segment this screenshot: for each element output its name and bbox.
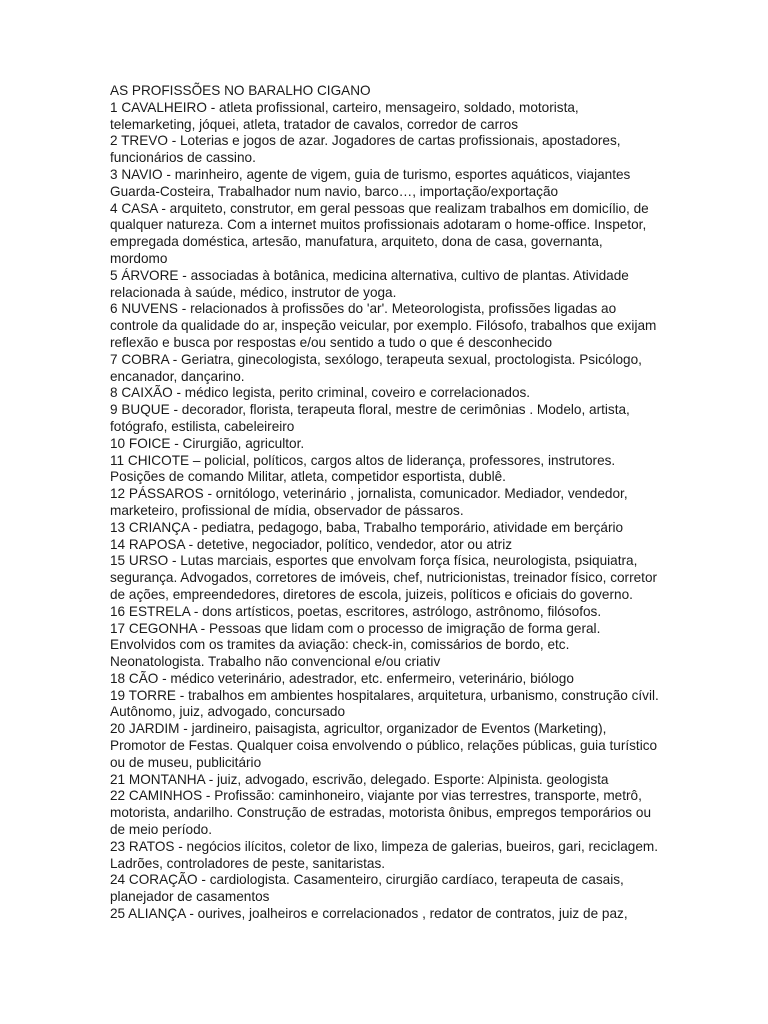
text-line: fotógrafo, estilista, cabeleireiro [110, 418, 295, 434]
text-line: 1 CAVALHEIRO - atleta profissional, carteiro, mensageiro, soldado, motorista, [110, 99, 579, 115]
text-line: de meio período. [110, 822, 213, 838]
text-line: Promotor de Festas. Qualquer coisa envolvendo o público, relações públicas, guia turístico [110, 738, 658, 754]
text-line: 14 RAPOSA - detetive, negociador, político, vendedor, ator ou atriz [110, 536, 513, 552]
text-line: 11 CHICOTE – policial, políticos, cargos altos de liderança, professores, instrutores. [110, 452, 616, 468]
text-line: 23 RATOS - negócios ilícitos, coletor de lixo, limpeza de galerias, bueiros, gari, reciclagem. [110, 838, 659, 854]
text-line: Guarda-Costeira, Trabalhador num navio, barco…, importação/exportação [110, 183, 559, 199]
text-line: 18 CÃO - médico veterinário, adestrador, etc. enfermeiro, veterinário, biólogo [110, 670, 574, 686]
text-line: qualquer natureza. Com a internet muitos profissionais adotaram o home-office. Inspetor, [110, 217, 647, 233]
document-title: AS PROFISSÕES NO BARALHO CIGANO [110, 83, 371, 98]
text-line: marketeiro, profissional de mídia, observador de pássaros. [110, 502, 464, 518]
text-line: controle da qualidade do ar, inspeção veicular, por exemplo. Filósofo, trabalhos que exijam [110, 318, 657, 334]
text-line: Autônomo, juiz, advogado, concursado [110, 704, 346, 720]
text-line: 21 MONTANHA - juiz, advogado, escrivão, delegado. Esporte: Alpinista. geologista [110, 771, 609, 787]
text-line: telemarketing, jóquei, atleta, tratador de cavalos, corredor de carros [110, 116, 519, 132]
text-line: ou de museu, publicitário [110, 754, 262, 770]
text-line: 16 ESTRELA - dons artísticos, poetas, escritores, astrólogo, astrônomo, filósofos. [110, 603, 602, 619]
text-line: 5 ÁRVORE - associadas à botânica, medicina alternativa, cultivo de plantas. Atividade [110, 267, 629, 283]
text-line: funcionários de cassino. [110, 150, 256, 166]
text-line: planejador de casamentos [110, 889, 270, 905]
text-line: 10 FOICE - Cirurgião, agricultor. [110, 435, 305, 451]
text-line: Neonatologista. Trabalho não convencional e/ou criativ [110, 654, 441, 670]
text-line: 4 CASA - arquiteto, construtor, em geral pessoas que realizam trabalhos em domicílio, de [110, 200, 649, 216]
text-line: Posições de comando Militar, atleta, competidor esportista, dublê. [110, 469, 506, 485]
text-line: relacionada à saúde, médico, instrutor de yoga. [110, 284, 397, 300]
text-line: 19 TORRE - trabalhos em ambientes hospitalares, arquitetura, urbanismo, construção cívil. [110, 687, 659, 703]
text-line: 15 URSO - Lutas marciais, esportes que envolvam força física, neurologista, psiquiatra, [110, 553, 638, 569]
text-line: segurança. Advogados, corretores de imóveis, chef, nutricionistas, treinador físico, corretor [110, 570, 658, 586]
document-page [110, 83, 670, 923]
text-line: 24 CORAÇÃO - cardiologista. Casamenteiro, cirurgião cardíaco, terapeuta de casais, [110, 872, 624, 888]
text-line: 20 JARDIM - jardineiro, paisagista, agricultor, organizador de Eventos (Marketing), [110, 721, 607, 737]
text-line: mordomo [110, 250, 168, 266]
text-line: 13 CRIANÇA - pediatra, pedagogo, baba, Trabalho temporário, atividade em berçário [110, 519, 624, 535]
text-line: 7 COBRA - Geriatra, ginecologista, sexólogo, terapeuta sexual, proctologista. Psicólogo, [110, 351, 642, 367]
text-line: 6 NUVENS - relacionados à profissões do 'ar'. Meteorologista, profissões ligadas ao [110, 301, 617, 317]
text-line: 25 ALIANÇA - ourives, joalheiros e correlacionados , redator de contratos, juiz de paz, [110, 906, 628, 922]
text-line: empregada doméstica, artesão, manufatura, arquiteto, dona de casa, governanta, [110, 234, 603, 250]
text-line: motorista, andarilho. Construção de estradas, motorista ônibus, empregos temporários ou [110, 805, 652, 821]
text-line: 8 CAIXÃO - médico legista, perito criminal, coveiro e correlacionados. [110, 385, 531, 401]
text-line: Ladrões, controladores de peste, sanitaristas. [110, 855, 386, 871]
text-line: 2 TREVO - Loterias e jogos de azar. Jogadores de cartas profissionais, apostadores, [110, 133, 621, 149]
text-line: 17 CEGONHA - Pessoas que lidam com o processo de imigração de forma geral. [110, 620, 601, 636]
text-line: 22 CAMINHOS - Profissão: caminhoneiro, viajante por vias terrestres, transporte, metrô, [110, 788, 642, 804]
text-line: reflexão e busca por respostas e/ou sentido a tudo o que é desconhecido [110, 334, 553, 350]
text-line: 9 BUQUE - decorador, florista, terapeuta floral, mestre de cerimônias . Modelo, artista, [110, 402, 630, 418]
text-line: 12 PÁSSAROS - ornitólogo, veterinário , jornalista, comunicador. Mediador, vendedor, [110, 486, 628, 502]
text-line: encanador, dançarino. [110, 368, 245, 384]
text-line: 3 NAVIO - marinheiro, agente de vigem, guia de turismo, esportes aquáticos, viajantes [110, 166, 631, 182]
text-line: de ações, empreendedores, diretores de escola, juizeis, políticos e oficiais do governo. [110, 586, 633, 602]
text-line: Envolvidos com os tramites da aviação: check-in, comissários de bordo, etc. [110, 637, 570, 653]
